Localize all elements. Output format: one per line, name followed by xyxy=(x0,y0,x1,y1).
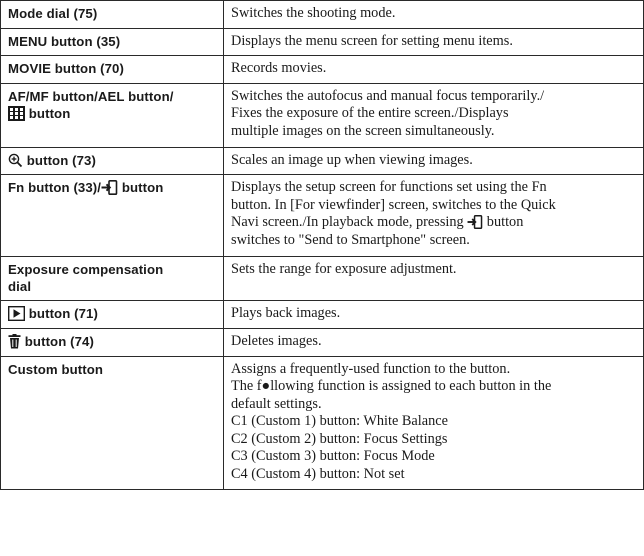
row-name: button (73) xyxy=(1,147,224,175)
row-name: Fn button (33)/ button xyxy=(1,175,224,257)
table-row xyxy=(1,28,644,56)
row-name: Exposure compensation dial xyxy=(1,257,224,301)
zoom-in-icon xyxy=(8,153,23,168)
row-name: button (74) xyxy=(1,329,224,357)
playback-icon xyxy=(8,306,25,321)
row-name: button (71) xyxy=(1,301,224,329)
row-name: Custom button xyxy=(1,356,224,489)
row-description: Sets the range for exposure adjustment. xyxy=(224,257,644,301)
table-row xyxy=(1,147,644,175)
trash-icon xyxy=(8,334,21,349)
row-name: AF/MF button/AEL button/ button xyxy=(1,83,224,147)
send-to-smartphone-icon xyxy=(467,215,483,229)
table-row xyxy=(1,56,644,84)
row-description: Scales an image up when viewing images. xyxy=(224,147,644,175)
row-description: Assigns a frequently-used function to the button. The f●llowing function is assigned to each button in the default settings. C1 (Custom 1) button: White Balance C2 (Custom 2) button: Focus Settings C3 (Custom 3) button: Focus Mode C4 (Custom 4) button: Not set xyxy=(224,356,644,489)
table-row xyxy=(1,356,644,489)
row-description: Records movies. xyxy=(224,56,644,84)
row-description: Switches the autofocus and manual focus temporarily./ Fixes the exposure of the entire screen./Displays multiple images on the screen simultaneously. xyxy=(224,83,644,147)
row-name: Mode dial (75) xyxy=(1,1,224,29)
row-description: Displays the menu screen for setting menu items. xyxy=(224,28,644,56)
table-row xyxy=(1,301,644,329)
row-description: Deletes images. xyxy=(224,329,644,357)
table-row xyxy=(1,83,644,147)
table-row xyxy=(1,175,644,257)
table-row xyxy=(1,329,644,357)
row-description: Switches the shooting mode. xyxy=(224,1,644,29)
row-name: MOVIE button (70) xyxy=(1,56,224,84)
row-description: Plays back images. xyxy=(224,301,644,329)
send-to-smartphone-icon xyxy=(101,180,118,195)
table-row xyxy=(1,1,644,29)
table-row xyxy=(1,257,644,301)
row-name: MENU button (35) xyxy=(1,28,224,56)
grid-icon xyxy=(8,106,25,121)
row-description: Displays the setup screen for functions set using the Fn button. In [For viewfinder] screen, switches to the Quick Navi screen./In playback mode, pressing button switches to "Send to Smartphone" screen. xyxy=(224,175,644,257)
